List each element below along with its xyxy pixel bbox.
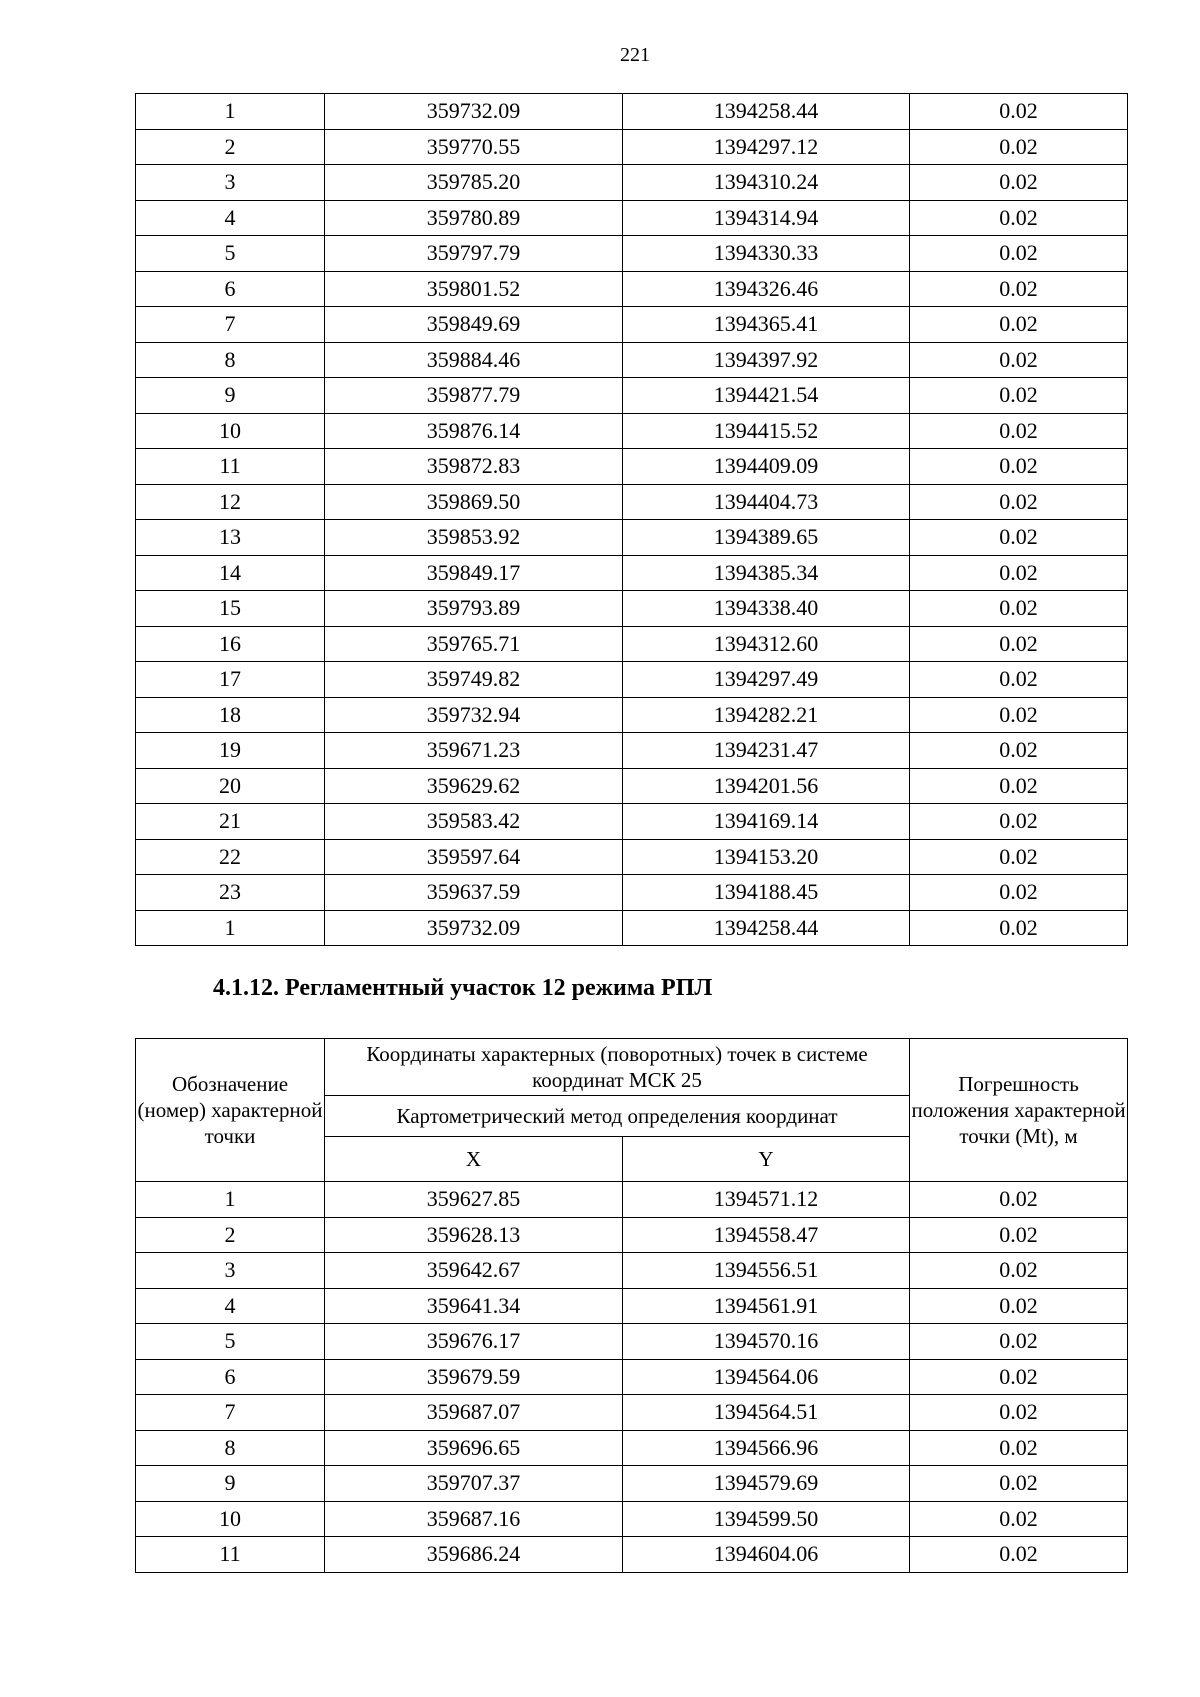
header-error-label: Погрешность положения характерной точки (Mt), м [910, 1039, 1128, 1182]
header-point-label: Обозначение (номер) характерной точки [136, 1039, 325, 1182]
error-cell: 0.02 [910, 839, 1128, 875]
table-row [136, 1288, 1128, 1324]
x-coordinate-cell: 359732.09 [325, 94, 623, 130]
error-cell: 0.02 [910, 875, 1128, 911]
y-coordinate-cell: 1394258.44 [623, 910, 910, 946]
y-coordinate-cell: 1394312.60 [623, 626, 910, 662]
table-body [136, 1182, 1128, 1573]
point-number-cell: 8 [136, 1430, 325, 1466]
error-cell: 0.02 [910, 413, 1128, 449]
y-coordinate-cell: 1394561.91 [623, 1288, 910, 1324]
y-coordinate-cell: 1394604.06 [623, 1537, 910, 1573]
x-coordinate-cell: 359628.13 [325, 1217, 623, 1253]
table-row [136, 1430, 1128, 1466]
error-cell: 0.02 [910, 200, 1128, 236]
point-number-cell: 23 [136, 875, 325, 911]
table-row [136, 236, 1128, 272]
table-row [136, 804, 1128, 840]
table-row [136, 342, 1128, 378]
table-row [136, 165, 1128, 201]
error-cell: 0.02 [910, 555, 1128, 591]
error-cell: 0.02 [910, 768, 1128, 804]
table-row [136, 307, 1128, 343]
table-row [136, 94, 1128, 130]
y-coordinate-cell: 1394169.14 [623, 804, 910, 840]
y-coordinate-cell: 1394314.94 [623, 200, 910, 236]
x-coordinate-cell: 359797.79 [325, 236, 623, 272]
point-number-cell: 5 [136, 236, 325, 272]
table-row [136, 1217, 1128, 1253]
x-coordinate-cell: 359597.64 [325, 839, 623, 875]
point-number-cell: 1 [136, 910, 325, 946]
point-number-cell: 1 [136, 94, 325, 130]
table-row [136, 910, 1128, 946]
point-number-cell: 6 [136, 1359, 325, 1395]
x-coordinate-cell: 359629.62 [325, 768, 623, 804]
y-coordinate-cell: 1394599.50 [623, 1501, 910, 1537]
table-row [136, 413, 1128, 449]
x-coordinate-cell: 359732.09 [325, 910, 623, 946]
y-coordinate-cell: 1394297.49 [623, 662, 910, 698]
table-row [136, 591, 1128, 627]
x-coordinate-cell: 359849.69 [325, 307, 623, 343]
point-number-cell: 11 [136, 1537, 325, 1573]
y-coordinate-cell: 1394564.51 [623, 1395, 910, 1431]
x-coordinate-cell: 359687.07 [325, 1395, 623, 1431]
header-method-label: Картометрический метод определения координат [325, 1096, 910, 1137]
error-cell: 0.02 [910, 804, 1128, 840]
y-coordinate-cell: 1394579.69 [623, 1466, 910, 1502]
x-coordinate-cell: 359884.46 [325, 342, 623, 378]
point-number-cell: 1 [136, 1182, 325, 1218]
table-row [136, 555, 1128, 591]
error-cell: 0.02 [910, 1466, 1128, 1502]
error-cell: 0.02 [910, 1537, 1128, 1573]
x-coordinate-cell: 359877.79 [325, 378, 623, 414]
y-coordinate-cell: 1394282.21 [623, 697, 910, 733]
x-coordinate-cell: 359780.89 [325, 200, 623, 236]
table-row [136, 449, 1128, 485]
x-coordinate-cell: 359686.24 [325, 1537, 623, 1573]
y-coordinate-cell: 1394365.41 [623, 307, 910, 343]
x-coordinate-cell: 359641.34 [325, 1288, 623, 1324]
y-coordinate-cell: 1394409.09 [623, 449, 910, 485]
coordinates-table-continued [135, 93, 1128, 946]
point-number-cell: 17 [136, 662, 325, 698]
x-coordinate-cell: 359732.94 [325, 697, 623, 733]
error-cell: 0.02 [910, 1324, 1128, 1360]
point-number-cell: 20 [136, 768, 325, 804]
error-cell: 0.02 [910, 591, 1128, 627]
table-row [136, 839, 1128, 875]
point-number-cell: 2 [136, 1217, 325, 1253]
x-coordinate-cell: 359679.59 [325, 1359, 623, 1395]
point-number-cell: 18 [136, 697, 325, 733]
table-row [136, 1359, 1128, 1395]
error-cell: 0.02 [910, 910, 1128, 946]
table-row [136, 1253, 1128, 1289]
point-number-cell: 16 [136, 626, 325, 662]
table-row [136, 768, 1128, 804]
y-coordinate-cell: 1394326.46 [623, 271, 910, 307]
error-cell: 0.02 [910, 1253, 1128, 1289]
error-cell: 0.02 [910, 378, 1128, 414]
error-cell: 0.02 [910, 1359, 1128, 1395]
y-coordinate-cell: 1394338.40 [623, 591, 910, 627]
x-coordinate-cell: 359869.50 [325, 484, 623, 520]
y-coordinate-cell: 1394556.51 [623, 1253, 910, 1289]
point-number-cell: 6 [136, 271, 325, 307]
error-cell: 0.02 [910, 1217, 1128, 1253]
y-coordinate-cell: 1394153.20 [623, 839, 910, 875]
table-row [136, 200, 1128, 236]
x-coordinate-cell: 359872.83 [325, 449, 623, 485]
table-row [136, 626, 1128, 662]
error-cell: 0.02 [910, 626, 1128, 662]
point-number-cell: 7 [136, 1395, 325, 1431]
error-cell: 0.02 [910, 271, 1128, 307]
x-coordinate-cell: 359637.59 [325, 875, 623, 911]
table-row [136, 662, 1128, 698]
error-cell: 0.02 [910, 449, 1128, 485]
x-coordinate-cell: 359627.85 [325, 1182, 623, 1218]
y-coordinate-cell: 1394566.96 [623, 1430, 910, 1466]
point-number-cell: 4 [136, 1288, 325, 1324]
point-number-cell: 9 [136, 1466, 325, 1502]
error-cell: 0.02 [910, 1182, 1128, 1218]
section-heading: 4.1.12. Регламентный участок 12 режима РПЛ [213, 975, 713, 1001]
table-row [136, 271, 1128, 307]
error-cell: 0.02 [910, 165, 1128, 201]
x-coordinate-cell: 359583.42 [325, 804, 623, 840]
table-row [136, 1466, 1128, 1502]
point-number-cell: 10 [136, 1501, 325, 1537]
y-coordinate-cell: 1394564.06 [623, 1359, 910, 1395]
y-coordinate-cell: 1394404.73 [623, 484, 910, 520]
point-number-cell: 12 [136, 484, 325, 520]
header-coords-label: Координаты характерных (поворотных) точек в системе координат МСК 25 [325, 1039, 910, 1096]
x-coordinate-cell: 359765.71 [325, 626, 623, 662]
error-cell: 0.02 [910, 1430, 1128, 1466]
error-cell: 0.02 [910, 733, 1128, 769]
table-header [136, 1039, 1128, 1182]
y-coordinate-cell: 1394231.47 [623, 733, 910, 769]
error-cell: 0.02 [910, 662, 1128, 698]
error-cell: 0.02 [910, 1288, 1128, 1324]
y-coordinate-cell: 1394570.16 [623, 1324, 910, 1360]
point-number-cell: 5 [136, 1324, 325, 1360]
table-row [136, 697, 1128, 733]
error-cell: 0.02 [910, 307, 1128, 343]
point-number-cell: 10 [136, 413, 325, 449]
y-coordinate-cell: 1394421.54 [623, 378, 910, 414]
point-number-cell: 2 [136, 129, 325, 165]
point-number-cell: 3 [136, 1253, 325, 1289]
point-number-cell: 3 [136, 165, 325, 201]
error-cell: 0.02 [910, 94, 1128, 130]
y-coordinate-cell: 1394330.33 [623, 236, 910, 272]
table-row [136, 378, 1128, 414]
point-number-cell: 8 [136, 342, 325, 378]
header-x-label: X [325, 1137, 623, 1182]
x-coordinate-cell: 359770.55 [325, 129, 623, 165]
error-cell: 0.02 [910, 1501, 1128, 1537]
error-cell: 0.02 [910, 342, 1128, 378]
table-row [136, 1182, 1128, 1218]
point-number-cell: 13 [136, 520, 325, 556]
y-coordinate-cell: 1394571.12 [623, 1182, 910, 1218]
table-row [136, 1501, 1128, 1537]
point-number-cell: 22 [136, 839, 325, 875]
error-cell: 0.02 [910, 484, 1128, 520]
table-row [136, 484, 1128, 520]
x-coordinate-cell: 359785.20 [325, 165, 623, 201]
table-row [136, 1324, 1128, 1360]
y-coordinate-cell: 1394188.45 [623, 875, 910, 911]
x-coordinate-cell: 359687.16 [325, 1501, 623, 1537]
header-y-label: Y [623, 1137, 910, 1182]
coordinates-table-section-12 [135, 1038, 1128, 1573]
error-cell: 0.02 [910, 236, 1128, 272]
x-coordinate-cell: 359749.82 [325, 662, 623, 698]
point-number-cell: 15 [136, 591, 325, 627]
table-row [136, 733, 1128, 769]
y-coordinate-cell: 1394258.44 [623, 94, 910, 130]
y-coordinate-cell: 1394558.47 [623, 1217, 910, 1253]
point-number-cell: 19 [136, 733, 325, 769]
table-row [136, 129, 1128, 165]
x-coordinate-cell: 359676.17 [325, 1324, 623, 1360]
table-row [136, 1537, 1128, 1573]
x-coordinate-cell: 359853.92 [325, 520, 623, 556]
point-number-cell: 21 [136, 804, 325, 840]
x-coordinate-cell: 359642.67 [325, 1253, 623, 1289]
point-number-cell: 14 [136, 555, 325, 591]
table-row [136, 520, 1128, 556]
x-coordinate-cell: 359849.17 [325, 555, 623, 591]
y-coordinate-cell: 1394397.92 [623, 342, 910, 378]
table-body [136, 94, 1128, 946]
y-coordinate-cell: 1394389.65 [623, 520, 910, 556]
error-cell: 0.02 [910, 697, 1128, 733]
error-cell: 0.02 [910, 129, 1128, 165]
table-row [136, 875, 1128, 911]
error-cell: 0.02 [910, 520, 1128, 556]
point-number-cell: 4 [136, 200, 325, 236]
x-coordinate-cell: 359876.14 [325, 413, 623, 449]
y-coordinate-cell: 1394385.34 [623, 555, 910, 591]
point-number-cell: 11 [136, 449, 325, 485]
y-coordinate-cell: 1394415.52 [623, 413, 910, 449]
x-coordinate-cell: 359707.37 [325, 1466, 623, 1502]
y-coordinate-cell: 1394297.12 [623, 129, 910, 165]
x-coordinate-cell: 359671.23 [325, 733, 623, 769]
y-coordinate-cell: 1394201.56 [623, 768, 910, 804]
x-coordinate-cell: 359801.52 [325, 271, 623, 307]
x-coordinate-cell: 359696.65 [325, 1430, 623, 1466]
table-row [136, 1395, 1128, 1431]
error-cell: 0.02 [910, 1395, 1128, 1431]
page-number: 221 [620, 44, 650, 66]
x-coordinate-cell: 359793.89 [325, 591, 623, 627]
point-number-cell: 7 [136, 307, 325, 343]
y-coordinate-cell: 1394310.24 [623, 165, 910, 201]
point-number-cell: 9 [136, 378, 325, 414]
